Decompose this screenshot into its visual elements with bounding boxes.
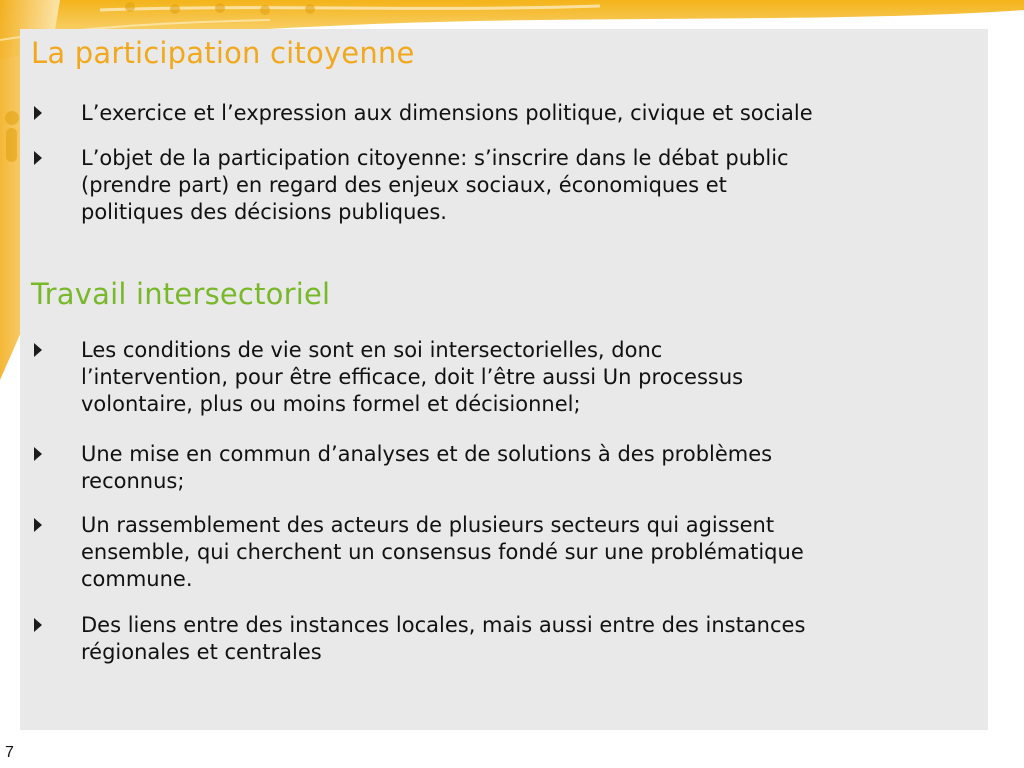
- bullet-arrow-icon: [34, 106, 47, 120]
- bullet-line: L’exercice et l’expression aux dimensions politique, civique et sociale: [81, 101, 813, 125]
- bullet-arrow-icon: [34, 518, 47, 532]
- content-panel: [20, 29, 988, 730]
- bullet-line: Des liens entre des instances locales, mais aussi entre des instances: [81, 613, 806, 637]
- bullet-line: ensemble, qui cherchent un consensus fondé sur une problématique: [81, 540, 804, 564]
- bullet-line: commune.: [81, 567, 193, 591]
- bullet-line: volontaire, plus ou moins formel et décisionnel;: [81, 392, 581, 416]
- bullet-arrow-icon: [34, 151, 47, 165]
- section-title-intersectoriel: Travail intersectoriel: [31, 277, 331, 311]
- slide-number: 7: [5, 744, 14, 761]
- bullet-line: Un rassemblement des acteurs de plusieurs secteurs qui agissent: [81, 513, 775, 537]
- bullet-line: Une mise en commun d’analyses et de solutions à des problèmes: [81, 442, 773, 466]
- bullet-line: (prendre part) en regard des enjeux sociaux, économiques et: [81, 173, 727, 197]
- bullet-text: [81, 612, 981, 666]
- bullet-line: politiques des décisions publiques.: [81, 200, 447, 224]
- bullet-line: L’objet de la participation citoyenne: s’inscrire dans le débat public: [81, 146, 789, 170]
- bullet-text: [81, 145, 981, 226]
- section-title-participation: La participation citoyenne: [31, 36, 415, 70]
- bullet-text: [81, 337, 981, 418]
- bullet-line: Les conditions de vie sont en soi intersectorielles, donc: [81, 338, 663, 362]
- bullet-text: [81, 100, 981, 127]
- bullet-arrow-icon: [34, 618, 47, 632]
- bullet-text: [81, 512, 981, 593]
- bullet-arrow-icon: [34, 343, 47, 357]
- bullet-line: l’intervention, pour être efficace, doit l’être aussi Un processus: [81, 365, 744, 389]
- bullet-arrow-icon: [34, 447, 47, 461]
- bullet-text: [81, 441, 981, 495]
- bullet-line: régionales et centrales: [81, 640, 322, 664]
- bullet-line: reconnus;: [81, 469, 185, 493]
